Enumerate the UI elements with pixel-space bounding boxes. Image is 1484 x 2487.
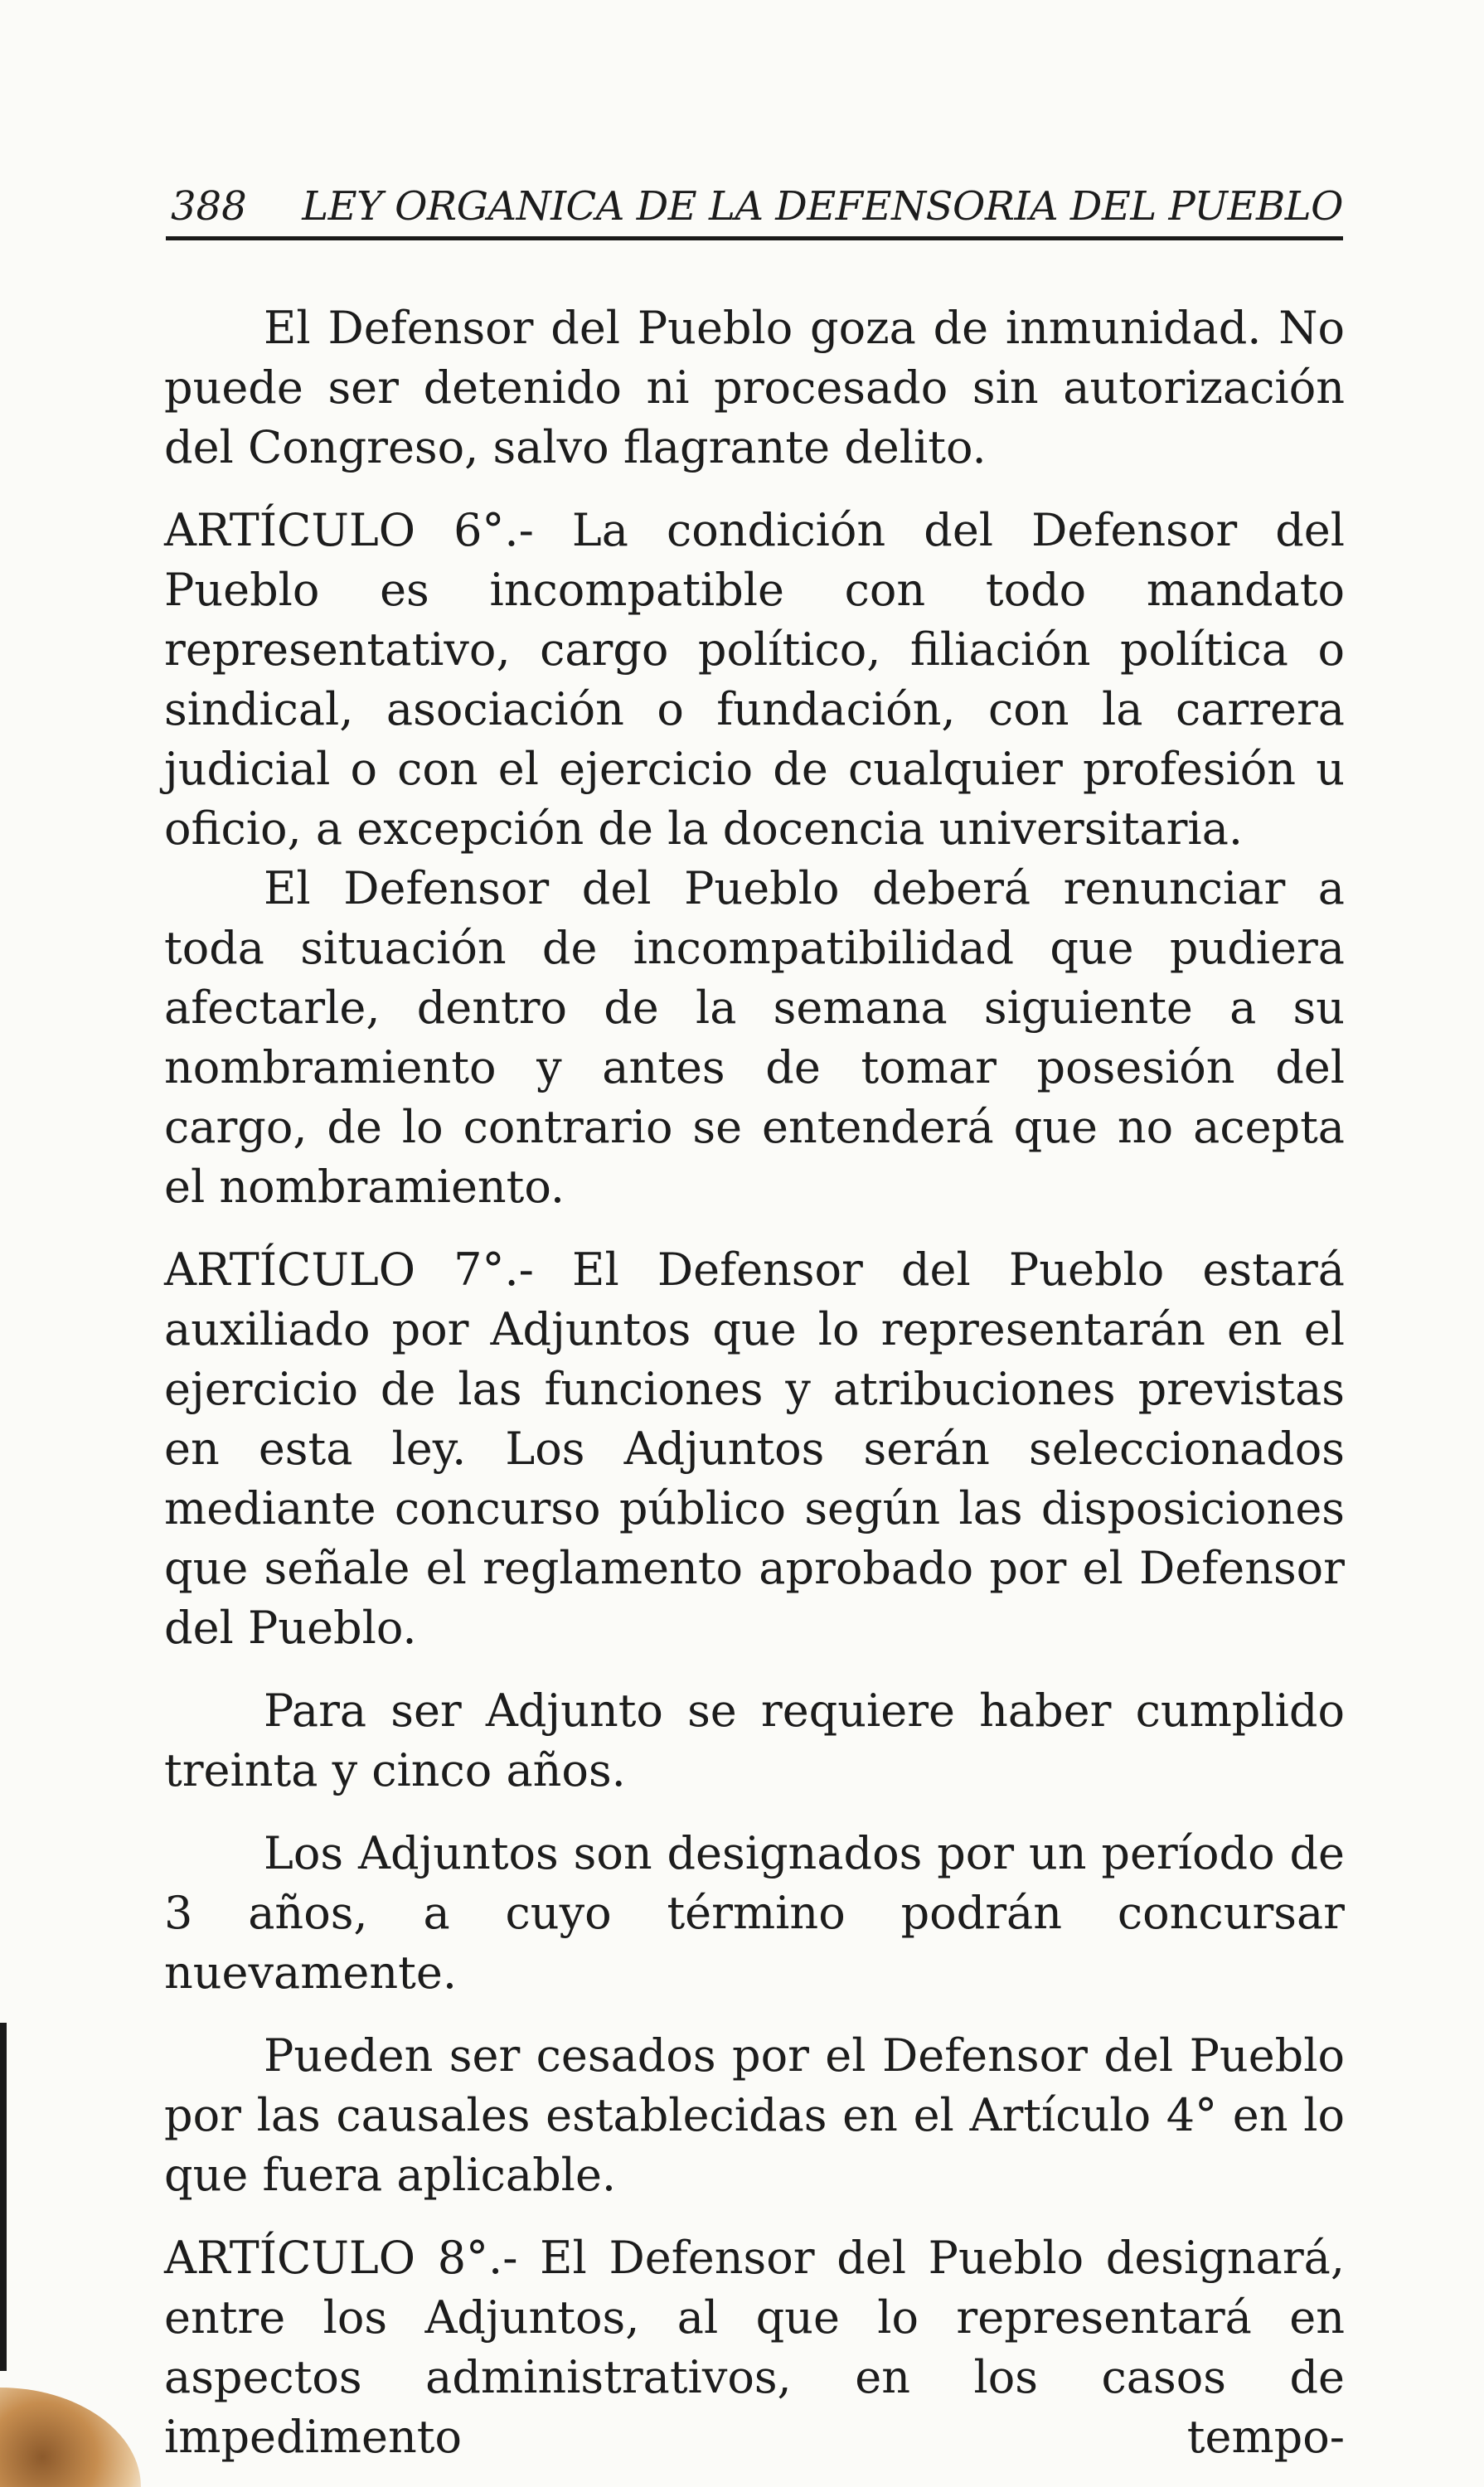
paragraph-articulo-7: ARTÍCULO 7°.- El Defensor del Pueblo estará auxiliado por Adjuntos que lo representarán en el ejercicio de las funciones y atribuciones previstas en esta ley. Los Adjuntos serán seleccionados mediante concurso público según las disposiciones que señale el reglamento aprobado por el Defensor del Pueblo. (164, 1244, 1345, 1654)
running-title: LEY ORGANICA DE LA DEFENSORIA DEL PUEBLO (302, 183, 1343, 230)
paragraph-inmunidad: El Defensor del Pueblo goza de inmunidad. No puede ser detenido ni procesado sin autorización del Congreso, salvo flagrante delito. (164, 302, 1345, 473)
paragraph-incompatibilidad: El Defensor del Pueblo deberá renunciar a toda situación de incompatibilidad que pudiera afectarle, dentro de la semana siguiente a su nombramiento y antes de tomar posesión del cargo, de lo contrario se entenderá que no acepta el nombramiento. (164, 862, 1345, 1213)
body-text (164, 298, 1345, 2467)
paragraph-articulo-8: ARTÍCULO 8°.- El Defensor del Pueblo designará, entre los Adjuntos, al que lo representará en aspectos administrativos, en los casos de impedimento tempo- (164, 2232, 1345, 2463)
paragraph-articulo-6: ARTÍCULO 6°.- La condición del Defensor del Pueblo es incompatible con todo mandato representativo, cargo político, filiación política o sindical, asociación o fundación, con la carrera judicial o con el ejercicio de cualquier profesión u oficio, a excepción de la docencia universitaria. (164, 504, 1345, 855)
page-edge-shadow (0, 2023, 7, 2371)
paragraph-cese-adjuntos: Pueden ser cesados por el Defensor del Pueblo por las causales establecidas en el Artículo 4° en lo que fuera aplicable. (164, 2029, 1345, 2201)
page-number: 388 (171, 183, 247, 230)
paragraph-requisito-adjunto: Para ser Adjunto se requiere haber cumplido treinta y cinco años. (164, 1685, 1345, 1796)
paragraph-periodo-adjuntos: Los Adjuntos son designados por un período de 3 años, a cuyo término podrán concursar nuevamente. (164, 1827, 1345, 1999)
page-header (166, 162, 1343, 240)
thumb-corner (0, 2388, 141, 2487)
